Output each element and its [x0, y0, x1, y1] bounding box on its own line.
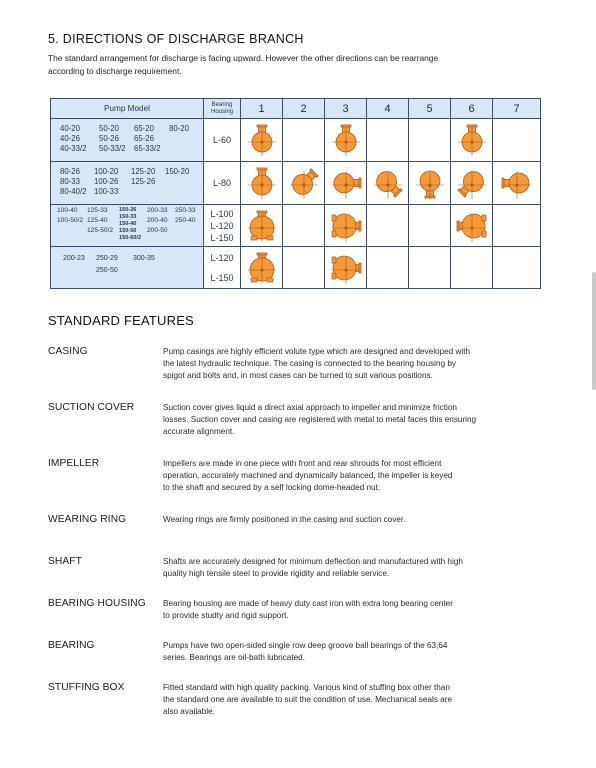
feature-line: spigot and bolts and, in most cases can be turned to suit various positions. — [163, 371, 433, 381]
discharge-direction-table — [50, 98, 541, 289]
feature-line: to provide studty and rigid support. — [163, 611, 289, 621]
feature-label-stuffing-box: STUFFING BOX — [48, 682, 125, 693]
feature-line: the standard one are available to suit the condition of use. Mechanical seals are — [163, 695, 453, 705]
pump-cell-r3-c4 — [367, 205, 409, 247]
model-code: 150-40 — [119, 221, 137, 227]
feature-line: the latest hydraulic technique. The casing is connected to the bearing housing by — [163, 359, 456, 369]
pump-cell-r3-c6 — [451, 205, 493, 247]
model-code: 50-33/2 — [99, 144, 126, 153]
pump-cell-r2-c6 — [451, 162, 493, 205]
pump-cell-r3-c1 — [241, 205, 283, 247]
feature-line: quality high tensile steel to provide rigidity and reliable service. — [163, 569, 390, 579]
feature-desc-wearing-ring — [163, 514, 541, 526]
pump-cell-r1-c4 — [367, 119, 409, 162]
direction-header-3: 3 — [325, 99, 367, 119]
pump-cell-r1-c6 — [451, 119, 493, 162]
model-code: 80-33 — [60, 177, 80, 186]
feature-desc-bearing-housing — [163, 598, 541, 622]
feature-line: operation, accurately machined and dynamically balanced, the impeller is keyed — [163, 471, 453, 481]
table-row — [51, 162, 541, 205]
feature-line: Bearing housing are made of heavy duty cast iron with extra long bearing center — [163, 599, 453, 608]
pump-discharge-up-icon — [245, 251, 279, 285]
pump-cell-r1-c3 — [325, 119, 367, 162]
pump-cell-r1-c1 — [241, 119, 283, 162]
model-code: 125-50/2 — [87, 227, 114, 234]
pump-cell-r4-c5 — [409, 247, 451, 289]
feature-line: Fitted standard with high quality packing. Various kind of stuffing box other than — [163, 683, 450, 692]
bearing-housing-cell — [204, 119, 241, 162]
feature-desc-shaft — [163, 556, 541, 580]
model-code: 150-33 — [119, 214, 137, 220]
pump-cell-r1-c5 — [409, 119, 451, 162]
pump-cell-r4-c3 — [325, 247, 367, 289]
model-code: 200-33 — [147, 207, 168, 214]
pump-discharge-right-icon — [329, 166, 363, 200]
feature-line: Pumps have two open-sided single row deep groove ball bearings of the 63,64 — [163, 641, 448, 650]
model-code: 100-50/2 — [57, 217, 84, 224]
direction-header-5: 5 — [409, 99, 451, 119]
bearing-housing-value: L-60 — [212, 135, 231, 145]
model-code: 40-20 — [60, 124, 80, 133]
feature-line: series. Bearings are oil-bath lubricated. — [163, 653, 305, 663]
pump-discharge-right-icon — [329, 251, 363, 285]
bearing-housing-cell — [204, 247, 241, 289]
model-code: 125-26 — [131, 177, 156, 186]
model-list — [51, 205, 204, 247]
pump-cell-r4-c4 — [367, 247, 409, 289]
feature-desc-impeller — [163, 458, 541, 495]
pump-model-header: Pump Model — [51, 99, 204, 119]
feature-label-shaft: SHAFT — [48, 556, 82, 567]
feature-line: Shafts are accurately designed for minimum deflection and manufactured with high — [163, 557, 463, 566]
feature-desc-bearing — [163, 640, 541, 664]
feature-label-bearing-housing: BEARING HOUSING — [48, 598, 146, 609]
bearing-housing-cell — [204, 162, 241, 205]
feature-label-casing: CASING — [48, 346, 88, 357]
feature-line: also available. — [163, 707, 215, 717]
feature-line: Wearing rings are firmly positioned in the casing and suction cover. — [163, 515, 406, 524]
pump-cell-r4-c2 — [283, 247, 325, 289]
pump-cell-r4-c6 — [451, 247, 493, 289]
model-code: 150-60/2 — [119, 235, 142, 241]
pump-discharge-up-icon — [245, 166, 279, 200]
pump-cell-r3-c7 — [493, 205, 541, 247]
pump-cell-r3-c3 — [325, 205, 367, 247]
pump-cell-r2-c2 — [283, 162, 325, 205]
model-code: 80-20 — [169, 124, 189, 133]
model-list — [51, 119, 204, 162]
pump-discharge-down-left-icon — [455, 166, 489, 200]
model-code: 200-40 — [147, 217, 168, 224]
pump-discharge-right-icon — [329, 209, 363, 243]
table-row — [51, 119, 541, 162]
pump-cell-r3-c5 — [409, 205, 451, 247]
pump-cell-r4-c7 — [493, 247, 541, 289]
model-list — [51, 162, 204, 205]
feature-label-bearing: BEARING — [48, 640, 95, 651]
model-code: 250-29 — [96, 255, 118, 262]
pump-discharge-up-icon — [329, 123, 363, 157]
feature-label-wearing-ring: WEARING RING — [48, 514, 127, 525]
bearing-housing-value: L-80 — [212, 178, 231, 188]
direction-header-7: 7 — [493, 99, 541, 119]
model-code: 250-50 — [96, 267, 118, 274]
feature-label-suction-cover: SUCTION COVER — [48, 402, 135, 413]
section-title: 5. DIRECTIONS OF DISCHARGE BRANCH — [48, 32, 304, 46]
pump-discharge-up-icon — [245, 123, 279, 157]
model-code: 65-33/2 — [134, 144, 161, 153]
model-code: 125-20 — [131, 167, 156, 176]
feature-desc-suction-cover — [163, 402, 541, 439]
direction-header-4: 4 — [367, 99, 409, 119]
pump-cell-r2-c3 — [325, 162, 367, 205]
model-code: 100-33 — [94, 187, 119, 196]
feature-line: Impellers are made in one piece with front and rear shrouds for most efficient — [163, 459, 442, 468]
model-code: 125-40 — [87, 217, 108, 224]
direction-header-1: 1 — [241, 99, 283, 119]
model-code: 125-33 — [87, 207, 108, 214]
model-code: 250-33 — [175, 207, 196, 214]
model-code: 80-40/2 — [60, 187, 87, 196]
pump-cell-r1-c7 — [493, 119, 541, 162]
feature-line: to the shaft and secured by a self locking dome-headed nut. — [163, 483, 381, 493]
bearing-housing-cell — [204, 205, 241, 247]
bearing-housing-value: L-150 — [210, 232, 234, 243]
bearing-housing-header — [204, 99, 241, 119]
model-code: 100-26 — [94, 177, 119, 186]
feature-desc-stuffing-box — [163, 682, 541, 719]
bearing-housing-value: L-150 — [210, 272, 234, 283]
feature-line: Pump casings are highly efficient volute type which are designed and developed with — [163, 347, 471, 356]
direction-header-6: 6 — [451, 99, 493, 119]
pump-discharge-up-right-icon — [287, 166, 321, 200]
model-code: 50-20 — [99, 124, 119, 133]
model-code: 250-40 — [175, 217, 196, 224]
model-code: 100-40 — [57, 207, 78, 214]
bearing-housing-value: L-120 — [210, 220, 234, 231]
intro-line-1: The standard arrangement for discharge is facing upward. However the other directions can be rearrange — [48, 53, 439, 63]
pump-cell-r1-c2 — [283, 119, 325, 162]
table-row — [51, 205, 541, 247]
feature-line: accurate alignment. — [163, 427, 235, 437]
pump-cell-r2-c4 — [367, 162, 409, 205]
pump-cell-r2-c7 — [493, 162, 541, 205]
model-code: 300-35 — [133, 255, 155, 262]
pump-cell-r3-c2 — [283, 205, 325, 247]
page-scrollbar[interactable] — [592, 272, 596, 390]
direction-header-2: 2 — [283, 99, 325, 119]
intro-line-2: according to discharge requirement. — [48, 66, 182, 76]
pump-cell-r4-c1 — [241, 247, 283, 289]
pump-discharge-up-icon — [455, 123, 489, 157]
model-code: 150-50 — [119, 228, 137, 234]
bearing-housing-header-line-1: Bearing — [211, 101, 233, 108]
feature-desc-casing — [163, 346, 541, 383]
pump-cell-r2-c1 — [241, 162, 283, 205]
pump-cell-r2-c5 — [409, 162, 451, 205]
pump-discharge-down-icon — [413, 166, 447, 200]
table-row — [51, 247, 541, 289]
model-code: 150-20 — [165, 167, 190, 176]
model-code: 65-20 — [134, 124, 154, 133]
bearing-housing-value: L-100 — [210, 208, 234, 219]
feature-line: Suction cover gives liquid a direct axial approach to impeller and minimize friction — [163, 403, 457, 412]
model-code: 100-20 — [94, 167, 119, 176]
bearing-housing-header-line-2: Housing — [210, 108, 233, 115]
model-code: 40-33/2 — [60, 144, 87, 153]
model-code: 200-23 — [63, 255, 85, 262]
pump-discharge-up-icon — [245, 209, 279, 243]
model-code: 80-26 — [60, 167, 80, 176]
standard-features-title: STANDARD FEATURES — [48, 313, 194, 328]
model-code: 65-26 — [134, 134, 154, 143]
bearing-housing-value: L-120 — [210, 252, 234, 263]
model-code: 50-26 — [99, 134, 119, 143]
pump-discharge-down-right-icon — [371, 166, 405, 200]
feature-line: losses. Suction cover and casing are registered with metal to metal faces this ensuring — [163, 415, 477, 425]
model-code: 40-26 — [60, 134, 80, 143]
pump-discharge-left-icon — [455, 209, 489, 243]
model-code: 150-26 — [119, 207, 137, 213]
table-header-row — [51, 99, 541, 119]
model-code: 200-50 — [147, 227, 168, 234]
pump-discharge-left-icon — [500, 166, 534, 200]
feature-label-impeller: IMPELLER — [48, 458, 100, 469]
model-list — [51, 247, 204, 289]
section-intro — [48, 52, 548, 78]
